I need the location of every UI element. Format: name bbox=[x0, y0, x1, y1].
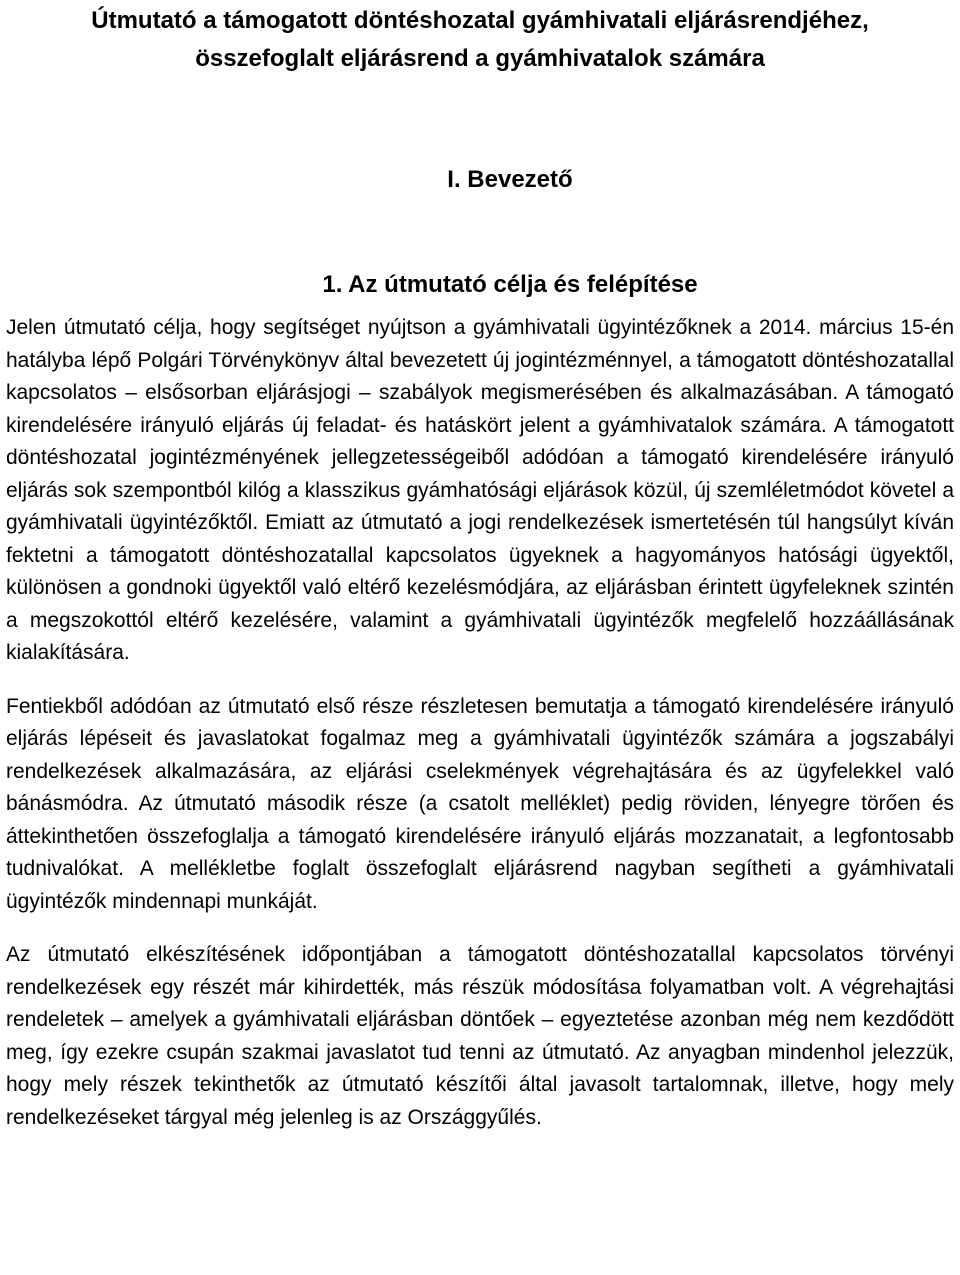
body-paragraph-2: Fentiekből adódóan az útmutató első része részletesen bemutatja a támogató kirendelésére irányuló eljárás lépéseit és javaslatokat fogalmaz meg a gyámhivatali ügyintézők számára a jogszabályi rendelkezések alkalmazására, az eljárási cselekmények végrehajtására és az ügyfelekkel való bánásmódra. Az útmutató második része (a csatolt melléklet) pedig röviden, lényegre törően és áttekinthetően összefoglalja a támogató kirendelésére irányuló eljárás mozzanatait, a legfontosabb tudnivalókat. A mellékletbe foglalt összefoglalt eljárásrend nagyban segítheti a gyámhivatali ügyintézők mindennapi munkáját. bbox=[6, 694, 954, 913]
subsection-heading: 1. Az útmutató célja és felépítése bbox=[322, 271, 698, 298]
document-title bbox=[6, 0, 954, 78]
document-title-line-2: összefoglalt eljárásrend a gyámhivatalok számára bbox=[195, 45, 765, 72]
body-paragraph-1: Jelen útmutató célja, hogy segítséget nyújtson a gyámhivatali ügyintézőknek a 2014. március 15-én hatályba lépő Polgári Törvénykönyv által bevezetett új jogintézménnyel, a támogatott döntéshozatallal kapcsolatos – elsősorban eljárásjogi – szabályok megismerésében és alkalmazásában. A támogató kirendelésére irányuló eljárás új feladat- és hatáskört jelent a gyámhivatalok számára. A támogatott döntéshozatal jogintézményének jellegzetességeiből adódóan a támogató kirendelésére irányuló eljárás sok szempontból kilóg a klasszikus gyámhatósági eljárások közül, új szemléletmódot követel a gyámhivatali ügyintézőktől. Emiatt az útmutató a jogi rendelkezések ismertetésén túl hangsúlyt kíván fektetni a támogatott döntéshozatallal kapcsolatos ügyeknek a hagyományos hatósági ügyektől, különösen a gondnoki ügyektől való eltérő kezelésmódjára, az eljárásban érintett ügyfeleknek szintén a megszokottól eltérő kezelésére, valamint a gyámhivatali ügyintézők megfelelő hozzáállásának kialakítására. bbox=[6, 316, 954, 664]
section-heading: I. Bevezető bbox=[447, 166, 573, 193]
body-paragraph-3: Az útmutató elkészítésének időpontjában a támogatott döntéshozatallal kapcsolatos törvényi rendelkezések egy részét már kihirdették, más részük módosítása folyamatban volt. A végrehajtási rendeletek – amelyek a gyámhivatali eljárásban döntőek – egyeztetése azonban még nem kezdődött meg, így ezekre csupán szakmai javaslatot tud tenni az útmutató. Az anyagban mindenhol jelezzük, hogy mely részek tekinthetők az útmutató készítői által javasolt tartalomnak, illetve, hogy mely rendelkezéseket tárgyal még jelenleg is az Országgyűlés. bbox=[6, 943, 954, 1129]
document-title-line-1: Útmutató a támogatott döntéshozatal gyámhivatali eljárásrendjéhez, bbox=[91, 7, 869, 34]
